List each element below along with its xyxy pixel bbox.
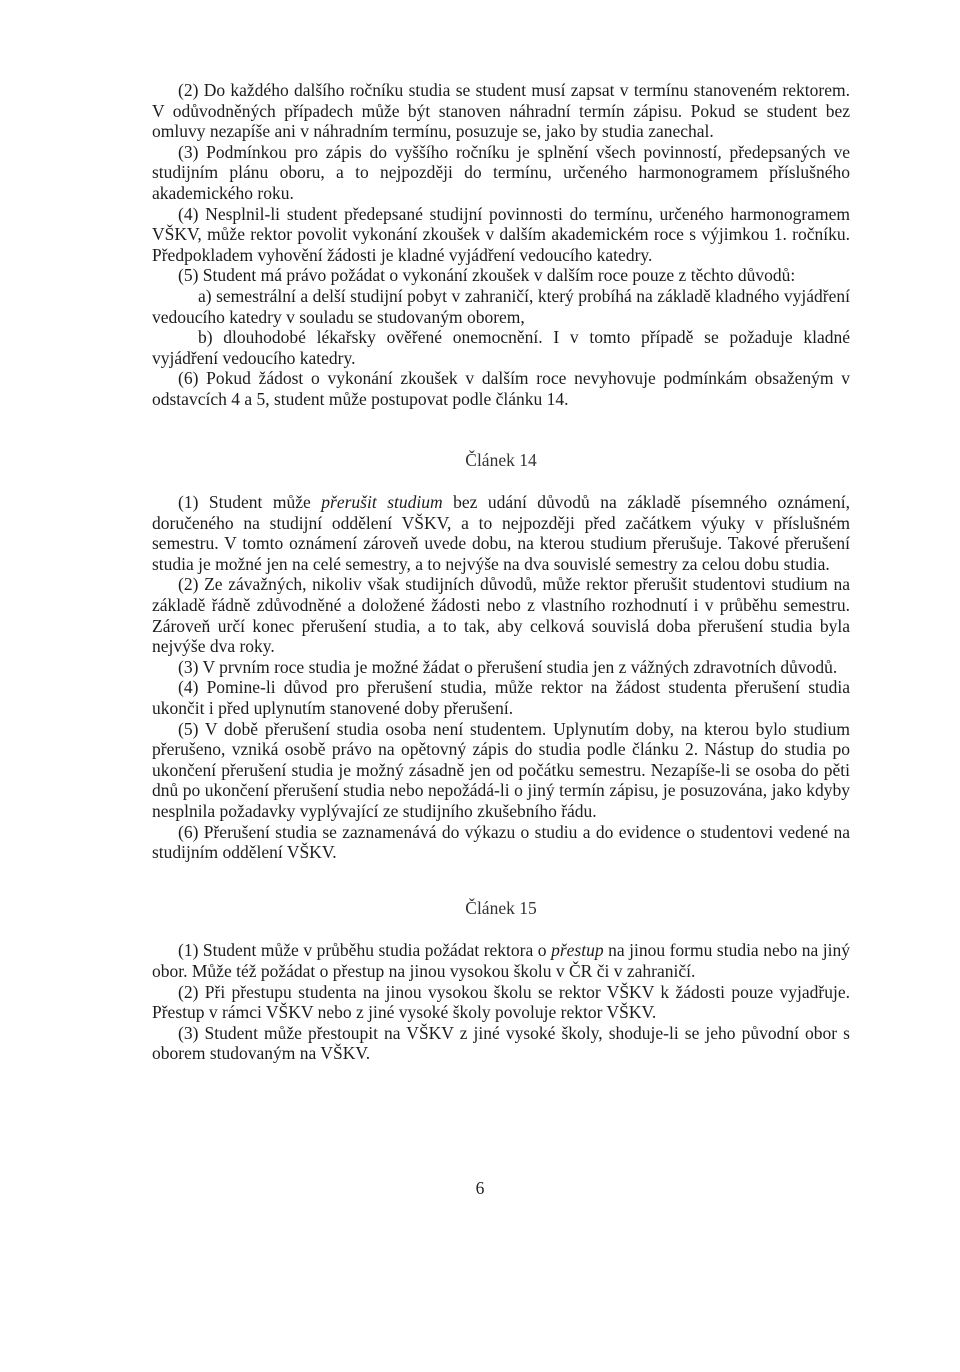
art14-paragraph-2: (2) Ze závažných, nikoliv však studijních důvodů, může rektor přerušit studentovi studium na základě řádně zdůvodněné a doložené žádosti nebo z vlastního rozhodnutí i v průběhu semestru. Zároveň určí konec přerušení studia, a to tak, aby celková souvislá doba přerušení studia byla nejvýše dva roky.: [152, 574, 850, 657]
art13-paragraph-6: (6) Pokud žádost o vykonání zkoušek v dalším roce nevyhovuje podmínkám obsaženým v odstavcích 4 a 5, student může postupovat podle článku 14.: [152, 368, 850, 409]
art15-p1-start: (1) Student může v průběhu studia požádat rektora o: [178, 940, 552, 961]
page-content: [152, 80, 850, 1064]
art13-paragraph-5a: a) semestrální a delší studijní pobyt v zahraničí, který probíhá na základě kladného vyjádření vedoucího katedry v souladu se studovaným oborem,: [152, 285, 850, 327]
art13-paragraph-5b: b) dlouhodobé lékařsky ověřené onemocnění. I v tomto případě se požaduje kladné vyjádření vedoucího katedry.: [152, 327, 850, 368]
art14-paragraph-5: (5) V době přerušení studia osoba není studentem. Uplynutím doby, na kterou bylo studium přerušeno, vzniká osobě právo na opětovný zápis do studia podle článku 2. Nástup do studia po ukončení přerušení studia je možný zásadně jen od počátku semestru. Nezapíše-li se osoba do pěti dnů po ukončení přerušení studia nebo nepožádá-li o jiný termín zápisu, je posuzována, jako kdyby nesplnila požadavky vyplývající ze studijního zkušebního řádu.: [152, 718, 850, 821]
art14-paragraph-1: [152, 492, 850, 574]
art15-p1-end: na jinou formu studia nebo na jiný obor. Může též požádat o přestup na jinou vysokou školu v ČR či v zahraničí.: [152, 940, 851, 981]
art15-paragraph-2: (2) Při přestupu studenta na jinou vysokou školu se rektor VŠKV k žádosti pouze vyjadřuje. Přestup v rámci VŠKV nebo z jiné vysoké školy povoluje rektor VŠKV.: [152, 981, 850, 1023]
article-14-heading: Článek 14: [465, 449, 537, 470]
art13-paragraph-2: (2) Do každého dalšího ročníku studia se student musí zapsat v termínu stanoveném rektorem. V odůvodněných případech může být stanoven náhradní termín zápisu. Pokud se student bez omluvy nezapíše ani v náhradním termínu, posuzuje se, jako by studia zanechal.: [152, 80, 850, 142]
art15-paragraph-3: (3) Student může přestoupit na VŠKV z jiné vysoké školy, shoduje-li se jeho původní obor s oborem studovaným na VŠKV.: [152, 1022, 850, 1064]
art14-p1-end: bez udání důvodů na základě písemného oznámení, doručeného na studijní oddělení VŠKV, a to nejpozději před začátkem výuky v příslušném semestru. V tomto oznámení zároveň uvede dobu, na kterou studium přerušuje. Takové přerušení studia je možné jen na celé semestry, a to nejvýše na dva souvislé semestry za celou dobu studia.: [152, 492, 850, 574]
art14-p1-start: (1) Student může: [178, 492, 322, 513]
art14-p1-emphasis: přerušit studium: [321, 492, 443, 513]
art13-paragraph-4: (4) Nesplnil-li student předepsané studijní povinnosti do termínu, určeného harmonogramem VŠKV, může rektor povolit vykonání zkoušek v dalším akademickém roce s výjimkou 1. ročníku. Předpokladem vyhovění žádosti je kladné vyjádření vedoucího katedry.: [152, 203, 850, 265]
art14-paragraph-4: (4) Pomine-li důvod pro přerušení studia, může rektor na žádost studenta přerušení studia ukončit i před uplynutím stanovené doby přerušení.: [152, 677, 850, 719]
page-number: 6: [475, 1178, 485, 1198]
art13-paragraph-3: (3) Podmínkou pro zápis do vyššího ročníku je splnění všech povinností, předepsaných ve studijním plánu oboru, a to nejpozději do termínu, určeného harmonogramem příslušného akademického roku.: [152, 141, 850, 203]
art14-paragraph-3: (3) V prvním roce studia je možné žádat o přerušení studia jen z vážných zdravotních důvodů.: [178, 656, 838, 677]
art14-paragraph-6: (6) Přerušení studia se zaznamenává do výkazu o studiu a do evidence o studentovi vedené na studijním oddělení VŠKV.: [152, 821, 850, 863]
art13-paragraph-5: (5) Student má právo požádat o vykonání zkoušek v dalším roce pouze z těchto důvodů:: [178, 265, 796, 286]
art15-p1-emphasis: přestup: [551, 940, 604, 961]
article-15-heading: Článek 15: [465, 897, 537, 918]
art15-paragraph-1: [152, 940, 850, 981]
